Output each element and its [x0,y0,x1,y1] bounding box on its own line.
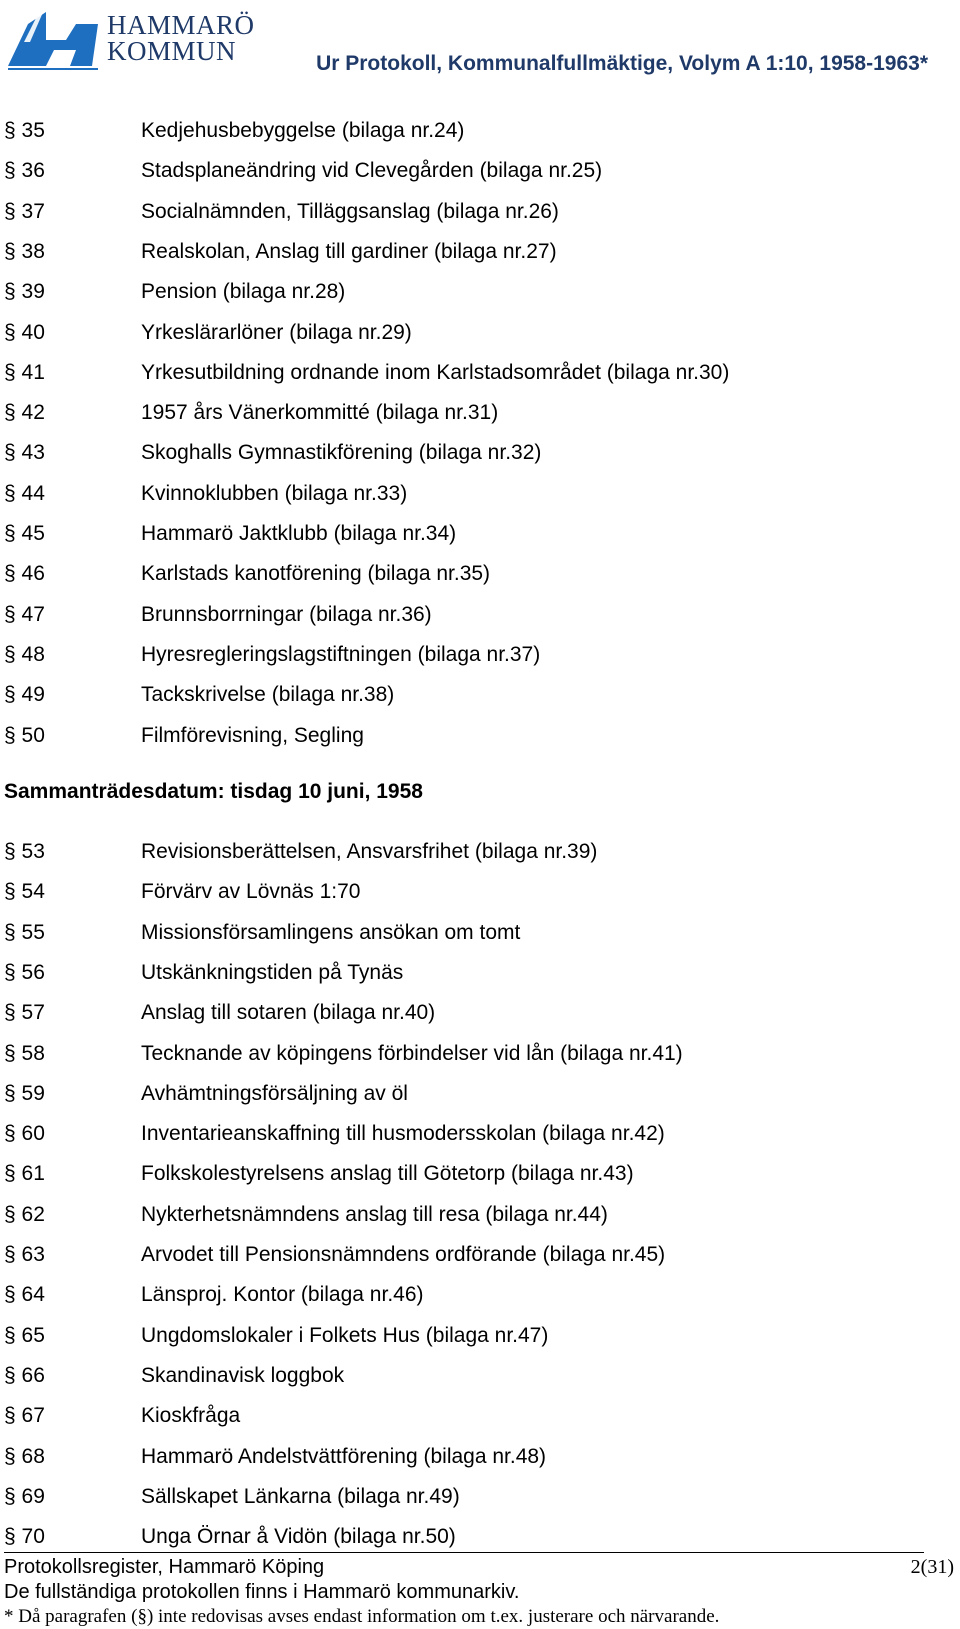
paragraph-title: Arvodet till Pensionsnämndens ordförande (bilaga nr.45) [141,1243,666,1266]
paragraph-title: Inventarieanskaffning till husmodersskolan (bilaga nr.42) [141,1122,665,1146]
paragraph-number: § 53 [4,840,45,863]
paragraph-number: § 43 [4,441,45,465]
list-item [0,1034,960,1074]
paragraph-number: § 57 [4,1001,45,1025]
footer-register-title: Protokollsregister, Hammarö Köping [4,1556,325,1578]
paragraph-number: § 67 [4,1404,45,1428]
paragraph-number: § 66 [4,1363,45,1387]
paragraph-number: § 49 [4,683,45,707]
list-item [0,151,960,191]
paragraph-number: § 47 [4,602,45,626]
list-item [0,1235,960,1275]
paragraph-number: § 39 [4,280,45,304]
paragraph-title: Yrkesutbildning ordnande inom Karlstadsområdet (bilaga nr.30) [141,360,730,384]
paragraph-title: Tackskrivelse (bilaga nr.38) [141,683,395,707]
paragraph-number: § 48 [4,642,45,666]
list-item [0,514,960,554]
paragraph-number: § 35 [4,119,45,142]
paragraph-number: § 36 [4,159,45,183]
paragraph-number: § 54 [4,880,45,904]
paragraph-title: Folkskolestyrelsens anslag till Götetorp (bilaga nr.43) [141,1162,634,1186]
paragraph-title: Socialnämnden, Tilläggsanslag (bilaga nr.26) [141,199,559,223]
paragraph-number: § 62 [4,1202,45,1226]
list-item [0,832,960,872]
paragraph-title: 1957 års Vänerkommitté (bilaga nr.31) [141,401,499,425]
paragraph-title: Filmförevisning, Segling [141,723,364,747]
list-item [0,872,960,912]
paragraph-title: Hammarö Andelstvättförening (bilaga nr.48) [141,1444,547,1468]
paragraph-title: Brunnsborrningar (bilaga nr.36) [141,602,432,626]
paragraph-title: Ungdomslokaler i Folkets Hus (bilaga nr.47) [141,1323,549,1347]
footer-asterisk-note: * Då paragrafen (§) inte redovisas avses endast information om t.ex. justerare och närvarande. [4,1606,720,1627]
paragraph-number: § 58 [4,1041,45,1065]
paragraph-title: Karlstads kanotförening (bilaga nr.35) [141,562,491,586]
page-header [0,0,960,90]
page-number: 2(31) [910,1556,954,1578]
paragraph-title: Förvärv av Lövnäs 1:70 [141,880,361,904]
paragraph-number: § 61 [4,1162,45,1186]
meeting-date-heading: Sammanträdesdatum: tisdag 10 juni, 1958 [4,780,423,803]
paragraph-number: § 68 [4,1444,45,1468]
paragraph-title: Hammarö Jaktklubb (bilaga nr.34) [141,522,457,545]
paragraph-number: § 56 [4,960,45,984]
paragraph-title: Sällskapet Länkarna (bilaga nr.49) [141,1484,460,1508]
list-item [0,913,960,953]
logo-line-1: HAMMARÖ [107,10,255,40]
paragraph-title: Skoghalls Gymnastikförening (bilaga nr.32) [141,441,542,465]
list-item [0,716,960,756]
list-item [0,953,960,993]
paragraph-number: § 63 [4,1243,45,1266]
paragraph-number: § 69 [4,1484,45,1508]
paragraph-number: § 70 [4,1525,45,1549]
list-item [0,393,960,433]
paragraph-title: Kioskfråga [141,1404,241,1428]
list-item [0,1396,960,1436]
footer-archive-note: De fullständiga protokollen finns i Hammarö kommunarkiv. [4,1581,520,1603]
paragraph-number: § 42 [4,401,45,425]
paragraph-title: Nykterhetsnämndens anslag till resa (bilaga nr.44) [141,1202,608,1226]
paragraph-title: Missionsförsamlingens ansökan om tomt [141,920,521,944]
list-item [0,1074,960,1114]
logo-line-2: KOMMUN [107,36,237,66]
list-item [0,554,960,594]
paragraph-number: § 65 [4,1323,45,1347]
paragraph-number: § 37 [4,199,45,223]
paragraph-number: § 64 [4,1283,45,1307]
list-item [0,353,960,393]
paragraph-title: Realskolan, Anslag till gardiner (bilaga nr.27) [141,239,557,263]
list-item [0,1316,960,1356]
footer-divider [4,1552,924,1553]
paragraph-title: Anslag till sotaren (bilaga nr.40) [141,1001,436,1025]
paragraph-number: § 55 [4,920,45,944]
list-item [0,192,960,232]
paragraph-title: Utskänkningstiden på Tynäs [141,960,404,984]
paragraph-number: § 45 [4,522,45,545]
paragraph-title: Tecknande av köpingens förbindelser vid lån (bilaga nr.41) [141,1041,683,1065]
paragraph-number: § 46 [4,562,45,586]
paragraph-title: Revisionsberättelsen, Ansvarsfrihet (bilaga nr.39) [141,840,598,863]
paragraph-number: § 40 [4,320,45,344]
paragraph-number: § 44 [4,481,45,505]
paragraph-title: Stadsplaneändring vid Clevegården (bilaga nr.25) [141,159,603,183]
list-item [0,1154,960,1194]
document-title: Ur Protokoll, Kommunalfullmäktige, Volym A 1:10, 1958-1963* [316,52,928,75]
list-item [0,232,960,272]
list-item [0,111,960,151]
paragraph-title: Avhämtningsförsäljning av öl [141,1081,408,1105]
list-item [0,635,960,675]
paragraph-title: Skandinavisk loggbok [141,1363,345,1387]
list-item [0,272,960,312]
list-item [0,1275,960,1315]
list-item [0,313,960,353]
paragraph-title: Kvinnoklubben (bilaga nr.33) [141,481,408,505]
paragraph-number: § 59 [4,1081,45,1105]
list-item [0,474,960,514]
list-item [0,993,960,1033]
paragraph-title: Hyresregleringslagstiftningen (bilaga nr.37) [141,642,541,666]
list-item [0,595,960,635]
paragraph-title: Unga Örnar å Vidön (bilaga nr.50) [141,1525,456,1549]
list-item [0,1195,960,1235]
paragraph-number: § 38 [4,239,45,263]
list-item [0,1477,960,1517]
list-item [0,1356,960,1396]
paragraph-title: Yrkeslärarlöner (bilaga nr.29) [141,320,412,344]
paragraph-title: Kedjehusbebyggelse (bilaga nr.24) [141,119,465,142]
paragraph-number: § 60 [4,1122,45,1146]
list-item [0,1437,960,1477]
paragraph-title: Länsproj. Kontor (bilaga nr.46) [141,1283,424,1307]
list-item [0,675,960,715]
page-footer [0,1552,960,1629]
paragraph-number: § 50 [4,723,45,747]
list-item [0,1114,960,1154]
paragraph-number: § 41 [4,360,45,384]
list-item [0,433,960,473]
paragraph-title: Pension (bilaga nr.28) [141,280,346,304]
hammaro-kommun-logo [6,4,255,72]
